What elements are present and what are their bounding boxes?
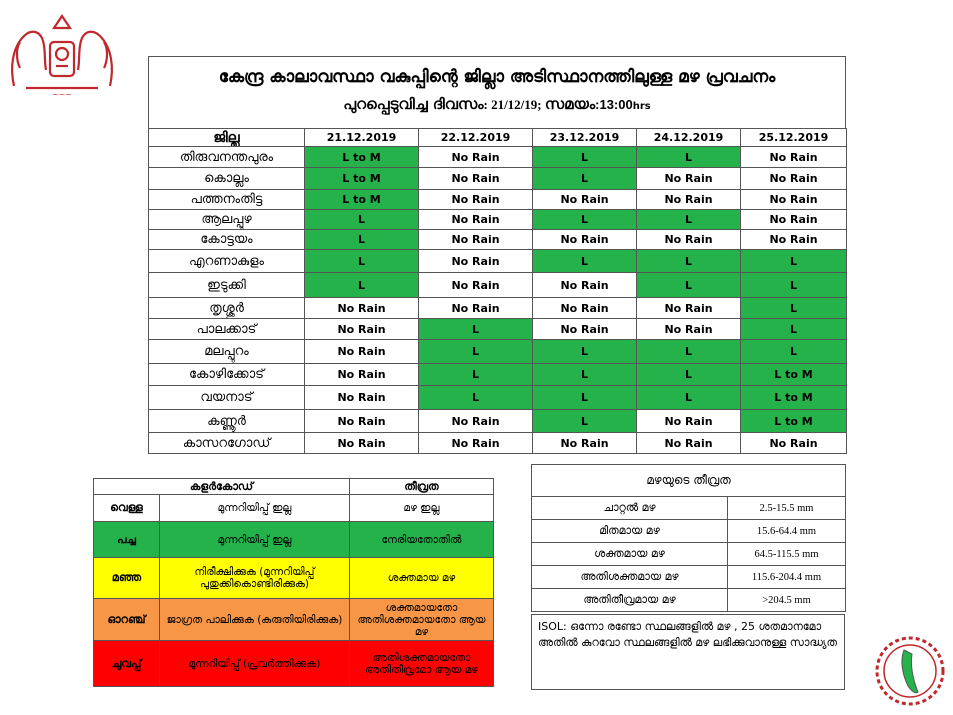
table-row	[149, 190, 847, 210]
forecast-cell: L to M	[741, 364, 847, 386]
legend-row	[94, 558, 494, 599]
legend-row	[94, 495, 494, 522]
forecast-cell: L	[533, 210, 637, 230]
forecast-cell: L	[741, 250, 847, 273]
forecast-cell: No Rain	[741, 210, 847, 230]
forecast-cell: No Rain	[741, 433, 847, 454]
table-row	[149, 168, 847, 190]
table-row	[149, 298, 847, 319]
district-name: കണ്ണൂർ	[149, 410, 305, 433]
forecast-cell: No Rain	[533, 230, 637, 250]
legend-color-name: ചുവപ്പ്	[94, 641, 160, 687]
forecast-cell: No Rain	[637, 168, 741, 190]
forecast-cell: No Rain	[419, 433, 533, 454]
table-row	[149, 230, 847, 250]
date-column-header: 21.12.2019	[305, 129, 419, 147]
forecast-cell: L	[637, 147, 741, 168]
forecast-cell: No Rain	[419, 190, 533, 210]
kerala-disaster-management-logo-icon	[874, 634, 946, 708]
date-column-header: 24.12.2019	[637, 129, 741, 147]
legend-intensity: മഴ ഇല്ല	[350, 495, 494, 522]
intensity-label: ശക്തമായ മഴ	[532, 543, 728, 566]
forecast-cell: L to M	[741, 386, 847, 410]
color-code-legend	[93, 478, 494, 687]
table-row	[149, 433, 847, 454]
forecast-cell: No Rain	[533, 319, 637, 340]
intensity-range: 64.5-115.5 mm	[728, 543, 846, 566]
forecast-cell: No Rain	[305, 364, 419, 386]
intensity-label: അതിതീവ്രമായ മഴ	[532, 589, 728, 612]
legend-color-name: പച്ച	[94, 522, 160, 558]
legend-color-name: വെള്ള	[94, 495, 160, 522]
issue-date: : 21/12/19;	[483, 97, 545, 112]
forecast-cell: L	[533, 340, 637, 364]
district-name: എറണാകുളം	[149, 250, 305, 273]
forecast-cell: No Rain	[419, 273, 533, 298]
district-name: കാസറഗോഡ്	[149, 433, 305, 454]
forecast-cell: L	[533, 168, 637, 190]
table-row	[532, 589, 846, 612]
forecast-cell: L	[533, 410, 637, 433]
forecast-cell: L	[637, 210, 741, 230]
forecast-cell: No Rain	[741, 168, 847, 190]
forecast-cell: No Rain	[637, 319, 741, 340]
forecast-cell: L	[533, 386, 637, 410]
forecast-cell: L	[637, 273, 741, 298]
forecast-cell: No Rain	[637, 190, 741, 210]
forecast-cell: L	[419, 386, 533, 410]
intensity-label: ചാറ്റൽ മഴ	[532, 497, 728, 520]
legend-action: മുന്നറിയിപ്പ് ഇല്ല	[160, 495, 350, 522]
district-name: ആലപ്പുഴ	[149, 210, 305, 230]
forecast-cell: L	[305, 230, 419, 250]
forecast-cell: L	[533, 364, 637, 386]
forecast-cell: L	[741, 298, 847, 319]
legend-color-name: ഓറഞ്ച്	[94, 599, 160, 641]
district-name: കോഴിക്കോട്	[149, 364, 305, 386]
rain-intensity-title: മഴയുടെ തീവ്രത	[532, 465, 846, 497]
table-row	[532, 566, 846, 589]
legend-intensity: ശക്തമായതോ അതിശക്തമായതോ ആയ മഴ	[350, 599, 494, 641]
forecast-cell: No Rain	[305, 340, 419, 364]
forecast-cell: No Rain	[419, 210, 533, 230]
district-name: കൊല്ലം	[149, 168, 305, 190]
forecast-title	[148, 56, 846, 128]
forecast-cell: No Rain	[637, 433, 741, 454]
legend-intensity: ശക്തമായ മഴ	[350, 558, 494, 599]
forecast-cell: L	[419, 340, 533, 364]
kerala-emblem-icon	[6, 8, 118, 100]
forecast-cell: No Rain	[741, 190, 847, 210]
forecast-cell: No Rain	[637, 298, 741, 319]
forecast-cell: L	[741, 319, 847, 340]
table-row	[149, 319, 847, 340]
table-row	[149, 250, 847, 273]
legend-row	[94, 599, 494, 641]
forecast-cell: No Rain	[533, 433, 637, 454]
forecast-cell: L to M	[305, 168, 419, 190]
forecast-cell: No Rain	[305, 410, 419, 433]
forecast-cell: L	[533, 147, 637, 168]
forecast-cell: No Rain	[419, 298, 533, 319]
district-name: വയനാട്	[149, 386, 305, 410]
table-row	[149, 386, 847, 410]
forecast-cell: L to M	[305, 190, 419, 210]
forecast-cell: No Rain	[305, 386, 419, 410]
forecast-cell: No Rain	[419, 168, 533, 190]
legend-intensity: നേരിയതോതിൽ	[350, 522, 494, 558]
forecast-cell: L	[419, 364, 533, 386]
svg-text:~~~: ~~~	[51, 90, 73, 99]
table-row	[149, 147, 847, 168]
intensity-label: മിതമായ മഴ	[532, 520, 728, 543]
legend-row	[94, 641, 494, 687]
title-line-1: കേന്ദ്ര കാലാവസ്ഥാ വകുപ്പിന്റെ ജില്ലാ അടിസ്ഥാനത്തിലുള്ള മഴ പ്രവചനം	[218, 67, 776, 87]
date-column-header: 23.12.2019	[533, 129, 637, 147]
intensity-range: >204.5 mm	[728, 589, 846, 612]
isol-note: ISOL: ഒന്നോ രണ്ടോ സ്ഥലങ്ങളിൽ മഴ , 25 ശതമാനമോ അതിൽ കുറവോ സ്ഥലങ്ങളിൽ മഴ ലഭിക്കുവാനുള്ള സാദ്ധ്യത	[531, 614, 845, 690]
forecast-cell: No Rain	[419, 250, 533, 273]
table-row	[149, 273, 847, 298]
forecast-cell: L	[741, 273, 847, 298]
forecast-cell: No Rain	[419, 410, 533, 433]
intensity-range: 15.6-64.4 mm	[728, 520, 846, 543]
district-column-header: ജില്ല	[149, 129, 305, 147]
forecast-cell: L to M	[305, 147, 419, 168]
legend-color-name: മഞ്ഞ	[94, 558, 160, 599]
legend-row	[94, 522, 494, 558]
district-name: തിരുവനന്തപുരം	[149, 147, 305, 168]
intensity-range: 2.5-15.5 mm	[728, 497, 846, 520]
district-name: മലപ്പുറം	[149, 340, 305, 364]
time-value: :13:00	[595, 97, 633, 112]
issued-label: പുറപ്പെടുവിച്ച ദിവസം	[343, 95, 484, 113]
forecast-cell: No Rain	[741, 230, 847, 250]
forecast-cell: L	[637, 364, 741, 386]
district-name: പാലക്കാട്	[149, 319, 305, 340]
forecast-cell: L	[637, 250, 741, 273]
forecast-cell: L	[637, 340, 741, 364]
forecast-cell: No Rain	[305, 433, 419, 454]
forecast-cell: L	[637, 386, 741, 410]
table-row	[149, 410, 847, 433]
forecast-cell: No Rain	[419, 147, 533, 168]
forecast-cell: No Rain	[637, 410, 741, 433]
time-label: സമയം	[544, 95, 596, 113]
forecast-cell: L	[305, 210, 419, 230]
district-forecast-table	[148, 128, 847, 454]
intensity-range: 115.6-204.4 mm	[728, 566, 846, 589]
time-unit: hrs	[632, 101, 651, 112]
table-row	[149, 210, 847, 230]
table-row	[532, 520, 846, 543]
forecast-cell: No Rain	[637, 230, 741, 250]
legend-action: മുന്നറിയിപ്പ് (പ്രവർത്തിക്കുക)	[160, 641, 350, 687]
date-column-header: 22.12.2019	[419, 129, 533, 147]
forecast-cell: No Rain	[741, 147, 847, 168]
district-name: പത്തനംതിട്ട	[149, 190, 305, 210]
date-column-header: 25.12.2019	[741, 129, 847, 147]
legend-intensity: അതിശക്തമായതോ അതിതീവ്രമോ ആയ മഴ	[350, 641, 494, 687]
title-line-2	[149, 95, 845, 113]
forecast-cell: L	[305, 273, 419, 298]
table-row	[149, 364, 847, 386]
forecast-cell: L to M	[741, 410, 847, 433]
table-row	[532, 497, 846, 520]
legend-color-code-header: കളർകോഡ്	[94, 479, 350, 495]
forecast-cell: No Rain	[305, 298, 419, 319]
table-row	[149, 340, 847, 364]
forecast-cell: No Rain	[533, 273, 637, 298]
legend-action: നിരീക്ഷിക്കുക (മുന്നറിയിപ്പ് പുതുക്കികൊണ്ടിരിക്കുക)	[160, 558, 350, 599]
legend-action: ജാഗ്രത പാലിക്കുക (കരുതിയിരിക്കുക)	[160, 599, 350, 641]
forecast-cell: L	[305, 250, 419, 273]
legend-action: മുന്നറിയിപ്പ് ഇല്ല	[160, 522, 350, 558]
district-name: ഇടുക്കി	[149, 273, 305, 298]
forecast-cell: L	[741, 340, 847, 364]
forecast-cell: No Rain	[533, 190, 637, 210]
forecast-cell: No Rain	[305, 319, 419, 340]
district-name: കോട്ടയം	[149, 230, 305, 250]
district-name: തൃശ്ശൂർ	[149, 298, 305, 319]
table-row	[532, 543, 846, 566]
intensity-label: അതിശക്തമായ മഴ	[532, 566, 728, 589]
legend-intensity-header: തീവ്രത	[350, 479, 494, 495]
forecast-cell: No Rain	[533, 298, 637, 319]
forecast-cell: L	[533, 250, 637, 273]
forecast-cell: L	[419, 319, 533, 340]
forecast-cell: No Rain	[419, 230, 533, 250]
rain-intensity-table	[531, 464, 846, 612]
